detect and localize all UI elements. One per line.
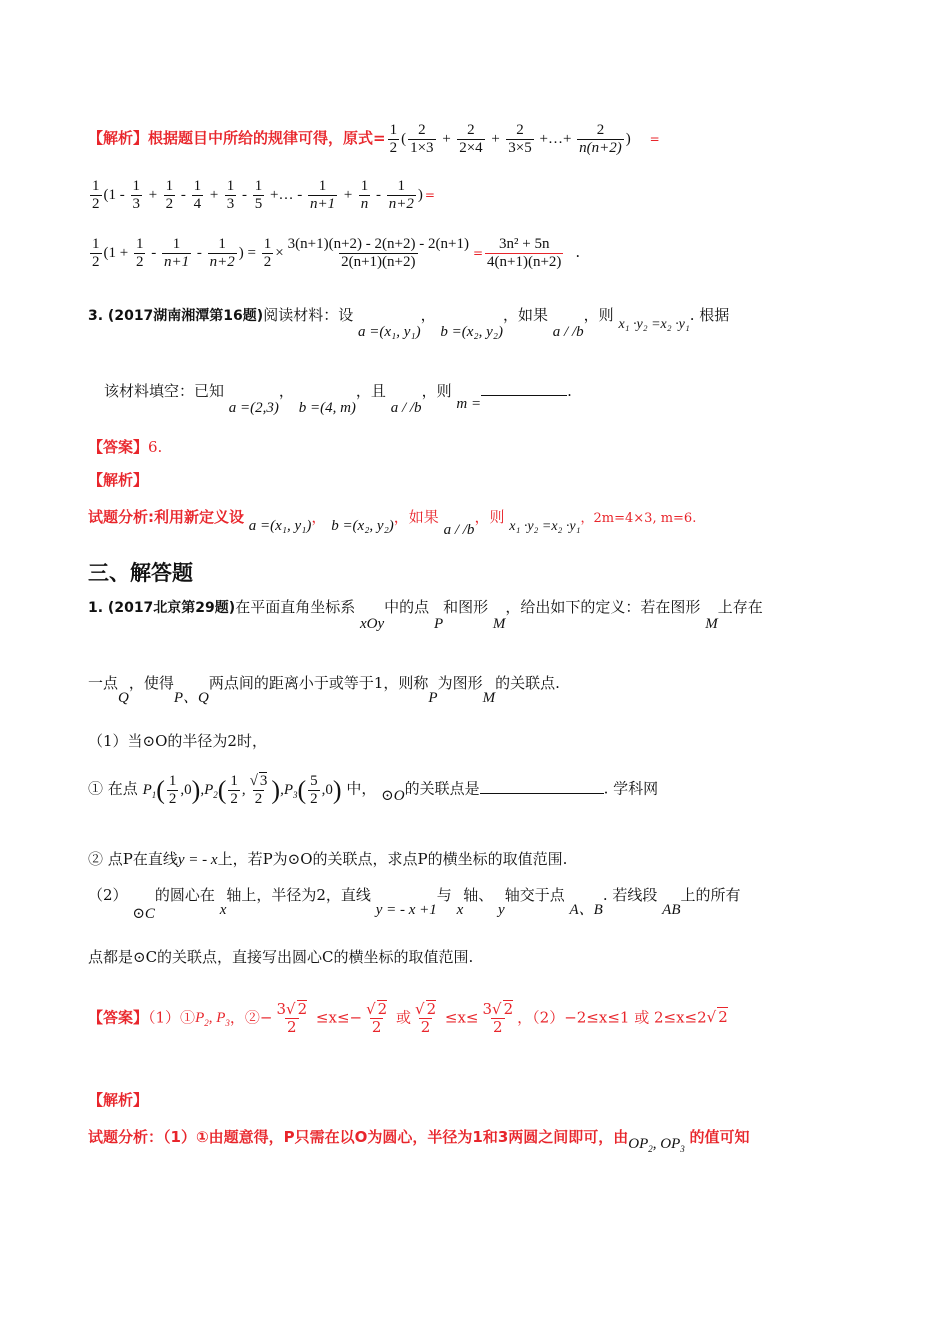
vector-a-value: a =(2,3) bbox=[228, 400, 279, 416]
p1-answer: 【答案】$(1)①P_2$, $P_3$，②− $\frac{3√ 2}{2}$ ≤x≤− $\frac{√ 2}{2}$ 或 $\frac{√ 2}{2}$ ≤x≤ $\frac{3√ 2}{2}$ ，（2）−2≤x≤1 或 2≤x≤2√ 2 bbox=[88, 1000, 728, 1037]
p1-line-1: 1. (2017北京第29题)在平面直角坐标系 xOy中的点 P和图形 M，给出如下的定义：若在图形 M上存在 bbox=[88, 598, 763, 632]
p1-subq-2: （2） ⊙C的圆心在 x轴上，半径为2，直线 y = - x +1与 x轴、 y轴交于点 A、B. 若线段 AB上的所有 bbox=[88, 886, 741, 922]
p1-subq-1a: ① 在点 $P_1$( $\frac{1}{2}$ $,0),P_2$( $\frac{1}{2}$ , $\frac{√ 3}{2}$ )$,P_3$( $\frac{5}{2}$ ,0) 中， ⊙O的关联点是 . 学科网 bbox=[88, 772, 659, 808]
q3-answer: 【答案】6. bbox=[88, 438, 163, 456]
q3-line-1: 3. (2017湖南湘潭第16题)阅读材料：设 a =(x₁, y₁)， b =(x₂, y₂)，如果 a / /b，则 x₁ ·y₂ =x₂ ·y₁. 根据 bbox=[88, 306, 730, 340]
m-equals: m = bbox=[456, 396, 482, 412]
p1-heading: 1. (2017北京第29题) bbox=[88, 600, 236, 616]
simplified-expression: $\frac{1}{2}$ (1 + $\frac{1}{2}$ - $\frac{1}{n+1}$ - $\frac{1}{n+2}$ ) = $\frac{1}{2}$ × $\frac{3(n+1)(n+2) - 2(n+2) - 2(n+1)}{2(n+1)(n+2)}$ bbox=[92, 236, 469, 271]
answer-blank-points[interactable] bbox=[480, 793, 604, 794]
parallel-condition: a / /b bbox=[552, 324, 584, 340]
solution-intro: 根据题目中所给的规律可得，原式= bbox=[148, 129, 386, 148]
vector-b-value: b =(4, m) bbox=[298, 400, 356, 416]
result-denominator: 4(n+1)(n+2) bbox=[487, 254, 562, 271]
p1-line-2: 一点Q，使得P、Q两点间的距离小于或等于1，则称P为图形M的关联点. bbox=[88, 674, 560, 706]
solution-line-1 bbox=[88, 122, 660, 158]
points-list: $P_1$( $\frac{1}{2}$ $,0),P_2$( $\frac{1}{2}$ , $\frac{√ 3}{2}$ )$,P_3$( $\frac{5}{2}$ ,0) bbox=[142, 772, 342, 808]
p1-analysis: 试题分析：（1）①由题意得，P只需在以O为圆心，半径为1和3两圆之间即可，由$OP_2$, $OP_3$ 的值可知 bbox=[88, 1128, 750, 1154]
section-title: 三、解答题 bbox=[88, 561, 193, 585]
p1-analysis-tag: 【解析】 bbox=[88, 1091, 149, 1109]
q3-heading: 3. (2017湖南湘潭第16题) bbox=[88, 308, 264, 324]
answer-blank-m[interactable] bbox=[481, 395, 567, 396]
telescoping-expression: $\frac{1}{2}$ (1 - $\frac{1}{3}$ + $\frac{1}{2}$ - $\frac{1}{4}$ + $\frac{1}{3}$ - $\frac{1}{5}$ +… - $\frac{1}{n+1}$ + $\frac{1}{n}$ - $\frac{1}{n+2}$ ) bbox=[92, 178, 423, 213]
q3-analysis-tag: 【解析】 bbox=[88, 471, 149, 489]
q3-line-2: 该材料填空：已知 a =(2,3)， b =(4, m)，且 a / /b，则 m =. bbox=[104, 382, 572, 416]
q3-analysis: 试题分析:利用新定义设 a =(x₁, y₁)， b =(x₂, y₂)，如果 a / /b，则 x₁ ·y₂ =x₂ ·y₁，2m=4×3, m=6. bbox=[88, 508, 697, 538]
vector-b-def: b =(x₂, y₂) bbox=[440, 324, 503, 340]
p1-subq-1b: ② 点P在直线y = - x上，若P为⊙O的关联点，求点P的横坐标的取值范围. bbox=[88, 850, 568, 868]
cross-condition: x₁ ·y₂ =x₂ ·y₁ bbox=[618, 317, 690, 332]
equals-sign-2: = bbox=[424, 188, 435, 203]
p1-subq-2-cont: 点都是⊙C的关联点，直接写出圆心C的横坐标的取值范围. bbox=[88, 948, 474, 966]
equals-sign: = bbox=[649, 132, 660, 147]
result-numerator: 3n² + 5n bbox=[498, 236, 550, 252]
analysis-tag: 【解析】 bbox=[88, 129, 149, 148]
solution-line-3: $\frac{1}{2}$ (1 + $\frac{1}{2}$ - $\frac{1}{n+1}$ - $\frac{1}{n+2}$ ) = $\frac{1}{2}$ × $\frac{3(n+1)(n+2) - 2(n+2) - 2(n+1)}{2(n+1)(n+2)}$ = $\frac{\text{3n² + 5n}}{4(n+1)(n+2)}$ . bbox=[88, 236, 580, 272]
vector-a-def: a =(x₁, y₁) bbox=[357, 324, 421, 340]
series-expression: $\frac{1}{2}$ ( $\frac{2}{1\times 3}$ + $\frac{2}{2\times 4}$ + $\frac{2}{3\times 5}$ +…+ $\frac{2}{n(n+2)}$ ) bbox=[389, 122, 631, 157]
solution-line-2 bbox=[88, 178, 435, 214]
p1-subq-1: （1）当⊙O的半径为2时， bbox=[88, 732, 267, 750]
